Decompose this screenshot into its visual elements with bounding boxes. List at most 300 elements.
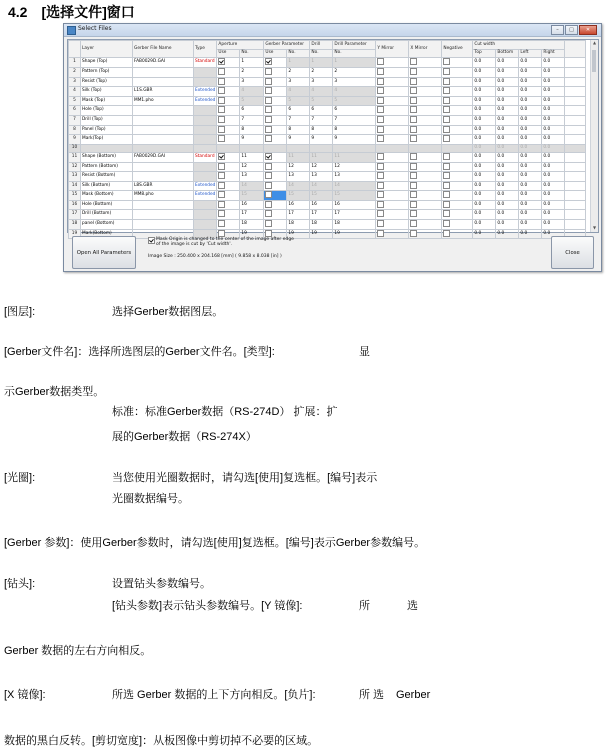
drill-no-cell[interactable] xyxy=(310,144,333,152)
x-mirror-cell[interactable] xyxy=(409,135,442,145)
cut-width-cell[interactable]: 0.0 xyxy=(496,152,519,162)
file-cell[interactable]: FAB0029D.GAI xyxy=(133,152,194,162)
close-button[interactable]: Close xyxy=(551,236,594,269)
file-cell[interactable] xyxy=(133,210,194,220)
gerber-param-use-checkbox[interactable] xyxy=(265,153,272,160)
aperture-use-cell[interactable] xyxy=(217,191,240,201)
gerber-param-no-cell[interactable]: 12 xyxy=(287,162,310,172)
aperture-use-checkbox[interactable] xyxy=(218,163,225,170)
gerber-param-no-cell[interactable]: 5 xyxy=(287,96,310,106)
cut-width-cell[interactable]: 0.0 xyxy=(519,106,542,116)
cut-width-cell[interactable]: 0.0 xyxy=(473,144,496,152)
y-mirror-checkbox[interactable] xyxy=(377,201,384,208)
table-row[interactable] xyxy=(69,87,586,97)
drill-param-no-cell[interactable]: 17 xyxy=(333,210,376,220)
aperture-use-cell[interactable] xyxy=(217,115,240,125)
y-mirror-checkbox[interactable] xyxy=(377,220,384,227)
y-mirror-checkbox[interactable] xyxy=(377,87,384,94)
minimize-icon[interactable]: – xyxy=(551,25,564,35)
drill-no-cell[interactable]: 1 xyxy=(310,58,333,68)
y-mirror-checkbox[interactable] xyxy=(377,97,384,104)
drill-no-cell[interactable]: 4 xyxy=(310,87,333,97)
drill-no-cell[interactable]: 8 xyxy=(310,125,333,135)
aperture-use-cell[interactable] xyxy=(217,135,240,145)
drill-no-cell[interactable]: 19 xyxy=(310,229,333,239)
aperture-use-checkbox[interactable] xyxy=(218,135,225,142)
y-mirror-checkbox[interactable] xyxy=(377,163,384,170)
y-mirror-cell[interactable] xyxy=(376,191,409,201)
cut-width-cell[interactable]: 0.0 xyxy=(542,200,565,210)
negative-cell[interactable] xyxy=(442,144,473,152)
gerber-param-use-checkbox[interactable] xyxy=(265,172,272,179)
drill-no-cell[interactable]: 16 xyxy=(310,200,333,210)
negative-cell[interactable] xyxy=(442,67,473,77)
negative-cell[interactable] xyxy=(442,96,473,106)
layer-cell[interactable]: Mask (Top) xyxy=(81,96,133,106)
close-icon[interactable]: ✕ xyxy=(579,25,597,35)
cut-width-cell[interactable]: 0.0 xyxy=(519,229,542,239)
drill-param-no-cell[interactable]: 18 xyxy=(333,220,376,230)
negative-cell[interactable] xyxy=(442,58,473,68)
aperture-use-checkbox[interactable] xyxy=(218,220,225,227)
gerber-param-no-cell[interactable]: 14 xyxy=(287,181,310,191)
negative-cell[interactable] xyxy=(442,229,473,239)
maximize-icon[interactable]: □ xyxy=(565,25,578,35)
gerber-param-use-cell[interactable] xyxy=(264,181,287,191)
cut-width-cell[interactable]: 0.0 xyxy=(496,144,519,152)
negative-cell[interactable] xyxy=(442,125,473,135)
cut-width-cell[interactable]: 0.0 xyxy=(496,77,519,87)
layer-cell[interactable]: Drill (Bottom) xyxy=(81,210,133,220)
gerber-param-no-cell[interactable]: 19 xyxy=(287,229,310,239)
negative-checkbox[interactable] xyxy=(443,87,450,94)
aperture-use-cell[interactable] xyxy=(217,77,240,87)
scroll-down-icon[interactable]: ▼ xyxy=(592,225,597,230)
negative-checkbox[interactable] xyxy=(443,191,450,198)
drill-no-cell[interactable]: 7 xyxy=(310,115,333,125)
gerber-param-use-cell[interactable] xyxy=(264,172,287,182)
file-cell[interactable] xyxy=(133,200,194,210)
gerber-param-use-cell[interactable] xyxy=(264,58,287,68)
layer-cell[interactable]: Resist (Bottom) xyxy=(81,172,133,182)
aperture-no-cell[interactable]: 16 xyxy=(240,200,264,210)
table-row[interactable] xyxy=(69,115,586,125)
drill-no-cell[interactable]: 13 xyxy=(310,172,333,182)
aperture-no-cell[interactable]: 4 xyxy=(240,87,264,97)
aperture-use-checkbox[interactable] xyxy=(218,78,225,85)
negative-cell[interactable] xyxy=(442,172,473,182)
cut-width-cell[interactable]: 0.0 xyxy=(473,125,496,135)
drill-param-no-cell[interactable]: 9 xyxy=(333,135,376,145)
cut-width-cell[interactable]: 0.0 xyxy=(519,77,542,87)
x-mirror-checkbox[interactable] xyxy=(410,230,417,237)
y-mirror-checkbox[interactable] xyxy=(377,172,384,179)
layer-cell[interactable] xyxy=(81,144,133,152)
gerber-param-use-cell[interactable] xyxy=(264,162,287,172)
file-cell[interactable]: L1S.GBR xyxy=(133,87,194,97)
cut-width-cell[interactable]: 0.0 xyxy=(473,87,496,97)
x-mirror-cell[interactable] xyxy=(409,229,442,239)
x-mirror-cell[interactable] xyxy=(409,115,442,125)
gerber-param-no-cell[interactable]: 9 xyxy=(287,135,310,145)
gerber-param-use-checkbox[interactable] xyxy=(265,106,272,113)
aperture-use-cell[interactable] xyxy=(217,220,240,230)
aperture-use-checkbox[interactable] xyxy=(218,210,225,217)
gerber-param-use-checkbox[interactable] xyxy=(265,201,272,208)
gerber-param-use-cell[interactable] xyxy=(264,106,287,116)
gerber-param-no-cell[interactable]: 2 xyxy=(287,67,310,77)
cut-width-cell[interactable]: 0.0 xyxy=(496,58,519,68)
cut-width-cell[interactable]: 0.0 xyxy=(542,162,565,172)
table-row[interactable] xyxy=(69,144,586,152)
aperture-use-checkbox[interactable] xyxy=(218,191,225,198)
aperture-no-cell[interactable]: 11 xyxy=(240,152,264,162)
x-mirror-checkbox[interactable] xyxy=(410,126,417,133)
cut-width-cell[interactable]: 0.0 xyxy=(473,229,496,239)
y-mirror-cell[interactable] xyxy=(376,77,409,87)
aperture-no-cell[interactable]: 18 xyxy=(240,220,264,230)
cut-width-cell[interactable]: 0.0 xyxy=(496,125,519,135)
cut-width-cell[interactable]: 0.0 xyxy=(473,220,496,230)
cut-width-cell[interactable]: 0.0 xyxy=(473,162,496,172)
y-mirror-cell[interactable] xyxy=(376,152,409,162)
file-cell[interactable]: MM1.pho xyxy=(133,96,194,106)
drill-param-no-cell[interactable]: 5 xyxy=(333,96,376,106)
y-mirror-cell[interactable] xyxy=(376,200,409,210)
cut-width-cell[interactable]: 0.0 xyxy=(496,67,519,77)
drill-param-no-cell[interactable]: 19 xyxy=(333,229,376,239)
gerber-param-use-cell[interactable] xyxy=(264,220,287,230)
cut-width-cell[interactable]: 0.0 xyxy=(519,135,542,145)
cut-width-cell[interactable]: 0.0 xyxy=(496,220,519,230)
negative-checkbox[interactable] xyxy=(443,172,450,179)
table-row[interactable] xyxy=(69,152,586,162)
negative-checkbox[interactable] xyxy=(443,182,450,189)
drill-no-cell[interactable]: 17 xyxy=(310,210,333,220)
aperture-no-cell[interactable]: 7 xyxy=(240,115,264,125)
drill-param-no-cell[interactable]: 13 xyxy=(333,172,376,182)
cut-width-cell[interactable]: 0.0 xyxy=(473,191,496,201)
cut-width-cell[interactable]: 0.0 xyxy=(519,115,542,125)
cut-width-cell[interactable]: 0.0 xyxy=(542,220,565,230)
negative-checkbox[interactable] xyxy=(443,135,450,142)
cut-width-cell[interactable]: 0.0 xyxy=(519,172,542,182)
x-mirror-cell[interactable] xyxy=(409,58,442,68)
x-mirror-cell[interactable] xyxy=(409,191,442,201)
x-mirror-cell[interactable] xyxy=(409,172,442,182)
aperture-use-cell[interactable] xyxy=(217,87,240,97)
x-mirror-checkbox[interactable] xyxy=(410,182,417,189)
cut-width-cell[interactable]: 0.0 xyxy=(542,67,565,77)
aperture-use-cell[interactable] xyxy=(217,96,240,106)
cut-width-cell[interactable]: 0.0 xyxy=(542,229,565,239)
open-all-parameters-button[interactable]: Open All Parameters xyxy=(72,236,136,269)
x-mirror-cell[interactable] xyxy=(409,144,442,152)
layer-cell[interactable]: Mask (Bottom) xyxy=(81,191,133,201)
layer-cell[interactable]: Resist (Top) xyxy=(81,77,133,87)
gerber-param-use-cell[interactable] xyxy=(264,152,287,162)
layer-cell[interactable]: Mark(Bottom) xyxy=(81,229,133,239)
aperture-no-cell[interactable] xyxy=(240,144,264,152)
gerber-param-use-cell[interactable] xyxy=(264,200,287,210)
y-mirror-checkbox[interactable] xyxy=(377,191,384,198)
y-mirror-cell[interactable] xyxy=(376,210,409,220)
x-mirror-checkbox[interactable] xyxy=(410,220,417,227)
x-mirror-cell[interactable] xyxy=(409,200,442,210)
y-mirror-checkbox[interactable] xyxy=(377,106,384,113)
gerber-param-no-cell[interactable]: 17 xyxy=(287,210,310,220)
x-mirror-checkbox[interactable] xyxy=(410,78,417,85)
y-mirror-cell[interactable] xyxy=(376,229,409,239)
drill-param-no-cell[interactable]: 1 xyxy=(333,58,376,68)
y-mirror-cell[interactable] xyxy=(376,181,409,191)
cut-width-cell[interactable]: 0.0 xyxy=(496,115,519,125)
cut-width-cell[interactable]: 0.0 xyxy=(542,144,565,152)
gerber-param-use-cell[interactable] xyxy=(264,115,287,125)
aperture-use-checkbox[interactable] xyxy=(218,87,225,94)
gerber-param-no-cell[interactable]: 16 xyxy=(287,200,310,210)
cut-width-cell[interactable]: 0.0 xyxy=(542,77,565,87)
table-row[interactable] xyxy=(69,229,586,239)
aperture-no-cell[interactable]: 9 xyxy=(240,135,264,145)
gerber-param-no-cell[interactable]: 1 xyxy=(287,58,310,68)
gerber-param-use-checkbox[interactable] xyxy=(265,210,272,217)
y-mirror-checkbox[interactable] xyxy=(377,68,384,75)
cut-width-cell[interactable]: 0.0 xyxy=(542,191,565,201)
negative-checkbox[interactable] xyxy=(443,201,450,208)
aperture-use-checkbox[interactable] xyxy=(218,182,225,189)
aperture-no-cell[interactable]: 8 xyxy=(240,125,264,135)
y-mirror-checkbox[interactable] xyxy=(377,182,384,189)
cut-width-cell[interactable]: 0.0 xyxy=(542,58,565,68)
drill-param-no-cell[interactable]: 15 xyxy=(333,191,376,201)
file-cell[interactable]: L8S.GBR xyxy=(133,181,194,191)
gerber-param-no-cell[interactable]: 11 xyxy=(287,152,310,162)
aperture-use-checkbox[interactable] xyxy=(218,230,225,237)
cut-width-cell[interactable]: 0.0 xyxy=(496,96,519,106)
aperture-use-checkbox[interactable] xyxy=(218,106,225,113)
aperture-use-cell[interactable] xyxy=(217,67,240,77)
cut-width-cell[interactable]: 0.0 xyxy=(519,162,542,172)
layer-cell[interactable]: panel (Bottom) xyxy=(81,220,133,230)
gerber-param-use-cell[interactable] xyxy=(264,67,287,77)
cut-width-cell[interactable]: 0.0 xyxy=(496,210,519,220)
gerber-param-no-cell[interactable]: 4 xyxy=(287,87,310,97)
cut-width-cell[interactable]: 0.0 xyxy=(473,181,496,191)
drill-no-cell[interactable]: 6 xyxy=(310,106,333,116)
cut-width-cell[interactable]: 0.0 xyxy=(496,200,519,210)
table-row[interactable] xyxy=(69,181,586,191)
y-mirror-cell[interactable] xyxy=(376,135,409,145)
gerber-param-use-cell[interactable] xyxy=(264,210,287,220)
drill-no-cell[interactable]: 18 xyxy=(310,220,333,230)
y-mirror-checkbox[interactable] xyxy=(377,58,384,65)
gerber-param-use-checkbox[interactable] xyxy=(265,163,272,170)
file-cell[interactable] xyxy=(133,162,194,172)
drill-no-cell[interactable]: 9 xyxy=(310,135,333,145)
file-cell[interactable] xyxy=(133,144,194,152)
negative-cell[interactable] xyxy=(442,162,473,172)
layer-cell[interactable]: Mark(Top) xyxy=(81,135,133,145)
cut-width-cell[interactable]: 0.0 xyxy=(542,210,565,220)
gerber-param-use-checkbox[interactable] xyxy=(265,230,272,237)
drill-param-no-cell[interactable]: 12 xyxy=(333,162,376,172)
y-mirror-checkbox[interactable] xyxy=(377,153,384,160)
cut-width-cell[interactable]: 0.0 xyxy=(519,210,542,220)
file-cell[interactable] xyxy=(133,125,194,135)
negative-checkbox[interactable] xyxy=(443,210,450,217)
cut-width-cell[interactable]: 0.0 xyxy=(519,67,542,77)
x-mirror-cell[interactable] xyxy=(409,96,442,106)
layer-cell[interactable]: Shape (Bottom) xyxy=(81,152,133,162)
y-mirror-cell[interactable] xyxy=(376,125,409,135)
y-mirror-cell[interactable] xyxy=(376,67,409,77)
x-mirror-checkbox[interactable] xyxy=(410,58,417,65)
drill-param-no-cell[interactable]: 6 xyxy=(333,106,376,116)
gerber-param-no-cell[interactable]: 15 xyxy=(287,191,310,201)
aperture-use-checkbox[interactable] xyxy=(218,58,225,65)
x-mirror-cell[interactable] xyxy=(409,87,442,97)
drill-no-cell[interactable]: 15 xyxy=(310,191,333,201)
layer-grid[interactable] xyxy=(67,39,599,236)
dialog-titlebar[interactable] xyxy=(64,24,601,37)
drill-param-no-cell[interactable]: 4 xyxy=(333,87,376,97)
drill-no-cell[interactable]: 2 xyxy=(310,67,333,77)
table-row[interactable] xyxy=(69,125,586,135)
x-mirror-cell[interactable] xyxy=(409,162,442,172)
cut-width-cell[interactable]: 0.0 xyxy=(473,152,496,162)
drill-no-cell[interactable]: 5 xyxy=(310,96,333,106)
file-cell[interactable] xyxy=(133,172,194,182)
mask-origin-checkbox[interactable] xyxy=(148,237,155,244)
aperture-use-checkbox[interactable] xyxy=(218,116,225,123)
gerber-param-use-checkbox[interactable] xyxy=(265,87,272,94)
negative-checkbox[interactable] xyxy=(443,58,450,65)
negative-checkbox[interactable] xyxy=(443,163,450,170)
x-mirror-cell[interactable] xyxy=(409,220,442,230)
cut-width-cell[interactable]: 0.0 xyxy=(542,152,565,162)
x-mirror-checkbox[interactable] xyxy=(410,201,417,208)
y-mirror-checkbox[interactable] xyxy=(377,210,384,217)
cut-width-cell[interactable]: 0.0 xyxy=(496,191,519,201)
cut-width-cell[interactable]: 0.0 xyxy=(473,135,496,145)
table-row[interactable] xyxy=(69,162,586,172)
cut-width-cell[interactable]: 0.0 xyxy=(542,125,565,135)
x-mirror-checkbox[interactable] xyxy=(410,163,417,170)
scroll-up-icon[interactable]: ▲ xyxy=(592,40,597,45)
aperture-use-cell[interactable] xyxy=(217,58,240,68)
table-row[interactable] xyxy=(69,96,586,106)
gerber-param-use-checkbox[interactable] xyxy=(265,97,272,104)
y-mirror-checkbox[interactable] xyxy=(377,135,384,142)
vertical-scrollbar[interactable] xyxy=(590,40,598,232)
cut-width-cell[interactable]: 0.0 xyxy=(542,87,565,97)
drill-param-no-cell[interactable]: 8 xyxy=(333,125,376,135)
drill-param-no-cell[interactable] xyxy=(333,144,376,152)
drill-no-cell[interactable]: 3 xyxy=(310,77,333,87)
cut-width-cell[interactable]: 0.0 xyxy=(519,125,542,135)
x-mirror-cell[interactable] xyxy=(409,181,442,191)
aperture-no-cell[interactable]: 13 xyxy=(240,172,264,182)
y-mirror-checkbox[interactable] xyxy=(377,116,384,123)
y-mirror-cell[interactable] xyxy=(376,96,409,106)
gerber-param-use-cell[interactable] xyxy=(264,77,287,87)
table-row[interactable] xyxy=(69,191,586,201)
x-mirror-checkbox[interactable] xyxy=(410,116,417,123)
gerber-param-no-cell[interactable]: 3 xyxy=(287,77,310,87)
cut-width-cell[interactable]: 0.0 xyxy=(542,135,565,145)
table-row[interactable] xyxy=(69,220,586,230)
negative-cell[interactable] xyxy=(442,220,473,230)
gerber-param-no-cell[interactable]: 8 xyxy=(287,125,310,135)
x-mirror-cell[interactable] xyxy=(409,152,442,162)
aperture-no-cell[interactable]: 6 xyxy=(240,106,264,116)
gerber-param-no-cell[interactable]: 18 xyxy=(287,220,310,230)
y-mirror-cell[interactable] xyxy=(376,144,409,152)
file-cell[interactable] xyxy=(133,220,194,230)
aperture-no-cell[interactable]: 17 xyxy=(240,210,264,220)
drill-param-no-cell[interactable]: 7 xyxy=(333,115,376,125)
x-mirror-checkbox[interactable] xyxy=(410,172,417,179)
cut-width-cell[interactable]: 0.0 xyxy=(542,106,565,116)
aperture-use-cell[interactable] xyxy=(217,172,240,182)
layer-cell[interactable]: Pattern (Bottom) xyxy=(81,162,133,172)
table-row[interactable] xyxy=(69,172,586,182)
file-cell[interactable] xyxy=(133,77,194,87)
table-row[interactable] xyxy=(69,67,586,77)
layer-cell[interactable]: Drill (Top) xyxy=(81,115,133,125)
layer-cell[interactable]: Pattern (Top) xyxy=(81,67,133,77)
cut-width-cell[interactable]: 0.0 xyxy=(496,162,519,172)
cut-width-cell[interactable]: 0.0 xyxy=(473,96,496,106)
aperture-use-checkbox[interactable] xyxy=(218,68,225,75)
layer-cell[interactable]: Silk (Bottom) xyxy=(81,181,133,191)
gerber-param-use-checkbox[interactable] xyxy=(265,78,272,85)
cut-width-cell[interactable]: 0.0 xyxy=(496,172,519,182)
x-mirror-cell[interactable] xyxy=(409,106,442,116)
layer-cell[interactable]: Silk (Top) xyxy=(81,87,133,97)
gerber-param-use-cell[interactable] xyxy=(264,135,287,145)
y-mirror-cell[interactable] xyxy=(376,220,409,230)
aperture-use-checkbox[interactable] xyxy=(218,201,225,208)
x-mirror-cell[interactable] xyxy=(409,67,442,77)
table-row[interactable] xyxy=(69,77,586,87)
aperture-use-cell[interactable] xyxy=(217,125,240,135)
scroll-thumb[interactable] xyxy=(592,50,596,72)
table-row[interactable] xyxy=(69,200,586,210)
aperture-use-cell[interactable] xyxy=(217,181,240,191)
gerber-param-use-checkbox[interactable] xyxy=(265,220,272,227)
aperture-no-cell[interactable]: 3 xyxy=(240,77,264,87)
cut-width-cell[interactable]: 0.0 xyxy=(496,135,519,145)
cut-width-cell[interactable]: 0.0 xyxy=(473,58,496,68)
gerber-param-use-cell[interactable] xyxy=(264,125,287,135)
gerber-param-use-cell[interactable] xyxy=(264,96,287,106)
cut-width-cell[interactable]: 0.0 xyxy=(473,172,496,182)
cut-width-cell[interactable]: 0.0 xyxy=(496,87,519,97)
x-mirror-checkbox[interactable] xyxy=(410,153,417,160)
negative-checkbox[interactable] xyxy=(443,230,450,237)
drill-param-no-cell[interactable]: 3 xyxy=(333,77,376,87)
file-cell[interactable]: MM8.pho xyxy=(133,191,194,201)
aperture-use-cell[interactable] xyxy=(217,162,240,172)
table-row[interactable] xyxy=(69,58,586,68)
negative-cell[interactable] xyxy=(442,87,473,97)
negative-cell[interactable] xyxy=(442,115,473,125)
layer-cell[interactable]: Hole (Top) xyxy=(81,106,133,116)
gerber-param-no-cell[interactable] xyxy=(287,144,310,152)
cut-width-cell[interactable]: 0.0 xyxy=(519,191,542,201)
